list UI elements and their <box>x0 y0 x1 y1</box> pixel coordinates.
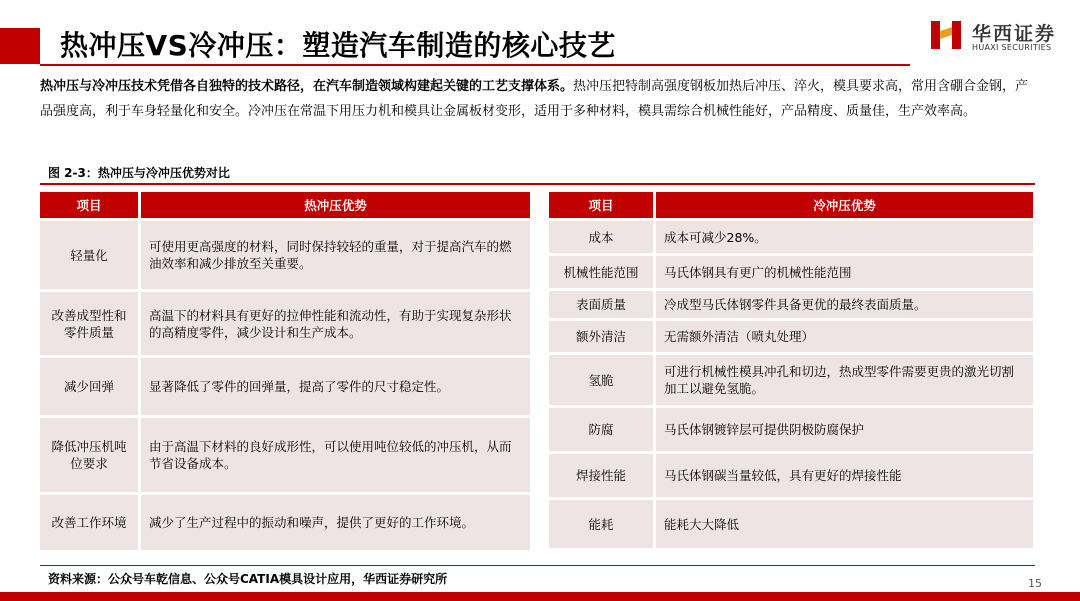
row-item: 成本 <box>549 221 653 253</box>
table-row <box>40 495 530 550</box>
row-desc: 成本可减少28%。 <box>653 221 1033 253</box>
row-desc: 马氏体钢镀锌层可提供阴极防腐保护 <box>653 408 1033 451</box>
table-row <box>549 221 1033 253</box>
row-item: 额外清洁 <box>549 321 653 352</box>
column-header-item: 项目 <box>40 192 138 218</box>
table-row <box>549 454 1033 497</box>
intro-body: 热冲压把特制高强度钢板加热后冲压、淬火，模具要求高，常用含硼合金钢，产品强度高，利于车身轻量化和安全。冷冲压在常温下用压力机和模具让金属板材变形，适用于多种材料，模具需综合机械性能好，产品精度、质量佳，生产效率高。 <box>40 79 1029 119</box>
intro-lead: 热冲压与冷冲压技术凭借各自独特的技术路径，在汽车制造领域构建起关键的工艺支撑体系。 <box>40 79 574 94</box>
hot-stamping-table <box>40 189 530 553</box>
row-desc: 由于高温下材料的良好成形性，可以使用吨位较低的冲压机，从而节省设备成本。 <box>138 418 530 492</box>
figure-underline <box>40 183 1035 185</box>
row-desc: 减少了生产过程中的振动和噪声，提供了更好的工作环境。 <box>138 495 530 550</box>
cold-stamping-table <box>549 189 1033 551</box>
row-desc: 冷成型马氏体钢零件具备更优的最终表面质量。 <box>653 291 1033 318</box>
table-header-row <box>549 192 1033 218</box>
table-row <box>40 418 530 492</box>
row-item: 机械性能范围 <box>549 256 653 288</box>
figure-label: 图 2-3：热冲压与冷冲压优势对比 <box>48 166 230 180</box>
row-desc: 马氏体钢碳当量较低，具有更好的焊接性能 <box>653 454 1033 497</box>
source-divider <box>40 565 1035 566</box>
row-desc: 显著降低了零件的回弹量，提高了零件的尺寸稳定性。 <box>138 358 530 415</box>
row-item: 焊接性能 <box>549 454 653 497</box>
huaxi-logo-icon <box>930 19 962 51</box>
table-row <box>40 292 530 355</box>
bottom-accent-bar <box>0 592 1080 601</box>
row-desc: 可使用更高强度的材料，同时保持较轻的重量，对于提高汽车的燃油效率和减少排放至关重要。 <box>138 221 530 289</box>
row-desc: 无需额外清洁（喷丸处理） <box>653 321 1033 352</box>
row-desc: 能耗大大降低 <box>653 500 1033 548</box>
logo-english-name: HUAXI SECURITIES <box>972 43 1052 52</box>
table-row <box>549 355 1033 405</box>
source-note: 资料来源：公众号车乾信息、公众号CATIA模具设计应用，华西证券研究所 <box>48 572 448 586</box>
row-item: 表面质量 <box>549 291 653 318</box>
row-item: 改善成型性和零件质量 <box>40 292 138 355</box>
table-row <box>549 321 1033 352</box>
row-item: 能耗 <box>549 500 653 548</box>
table-row <box>40 221 530 289</box>
table-header-row <box>40 192 530 218</box>
row-item: 防腐 <box>549 408 653 451</box>
column-header-advantage: 冷冲压优势 <box>653 192 1033 218</box>
title-underline <box>40 64 910 66</box>
row-item: 降低冲压机吨位要求 <box>40 418 138 492</box>
table-row <box>549 256 1033 288</box>
table-row <box>549 291 1033 318</box>
company-logo <box>930 17 1070 57</box>
intro-paragraph <box>40 74 1040 124</box>
column-header-advantage: 热冲压优势 <box>138 192 530 218</box>
column-header-item: 项目 <box>549 192 653 218</box>
page-number: 15 <box>1028 577 1042 590</box>
row-item: 改善工作环境 <box>40 495 138 550</box>
row-item: 减少回弹 <box>40 358 138 415</box>
table-row <box>549 408 1033 451</box>
table-row <box>549 500 1033 548</box>
row-desc: 马氏体钢具有更广的机械性能范围 <box>653 256 1033 288</box>
row-item: 轻量化 <box>40 221 138 289</box>
title-accent-bar <box>0 28 40 64</box>
page-title: 热冲压VS冷冲压：塑造汽车制造的核心技艺 <box>60 29 616 62</box>
logo-chinese-name: 华西证券 <box>972 23 1057 45</box>
row-item: 氢脆 <box>549 355 653 405</box>
row-desc: 高温下的材料具有更好的拉伸性能和流动性，有助于实现复杂形状的高精度零件，减少设计和生产成本。 <box>138 292 530 355</box>
table-row <box>40 358 530 415</box>
row-desc: 可进行机械性模具冲孔和切边，热成型零件需要更贵的激光切割加工以避免氢脆。 <box>653 355 1033 405</box>
